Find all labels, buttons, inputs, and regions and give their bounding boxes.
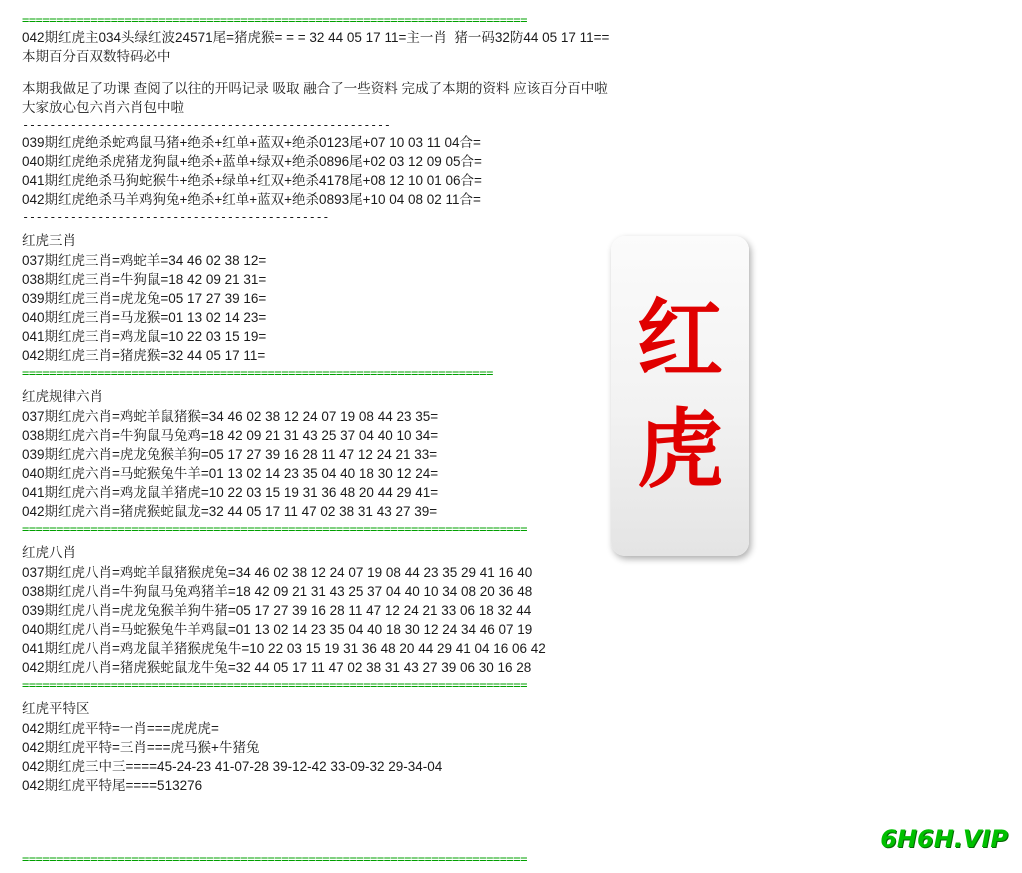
kill-row-039: 039期红虎绝杀蛇鸡鼠马猪+绝杀+红单+蓝双+绝杀0123尾+07 10 03 11 04合= (22, 135, 481, 150)
eight-row-038: 038期红虎八肖=牛狗鼠马兔鸡猪羊=18 42 09 21 31 43 25 37 04 40 10 34 08 20 36 48 (22, 584, 533, 599)
separator-bottom-wrap (22, 851, 902, 867)
six-row-042: 042期红虎六肖=猪虎猴蛇鼠龙=32 44 05 17 11 47 02 38 31 43 27 39= (22, 504, 438, 519)
eight-row-041: 041期红虎八肖=鸡龙鼠羊猪猴虎兔牛=10 22 03 15 19 31 36 48 20 44 29 41 04 16 06 42 (22, 641, 546, 656)
three-row-040: 040期红虎三肖=马龙猴=01 13 02 14 23= (22, 310, 267, 325)
eight-row-037: 037期红虎八肖=鸡蛇羊鼠猪猴虎兔=34 46 02 38 12 24 07 19 08 44 23 35 29 41 16 40 (22, 565, 533, 580)
separator-equals-1: ===================================================================== (22, 366, 493, 380)
three-row-037: 037期红虎三肖=鸡蛇羊=34 46 02 38 12= (22, 253, 267, 268)
card-glyph-hong: 红 (637, 290, 723, 391)
six-row-038: 038期红虎六肖=牛狗鼠马兔鸡=18 42 09 21 31 43 25 37 04 40 10 34= (22, 428, 439, 443)
section-title-eight: 红虎八肖 (22, 545, 76, 560)
three-row-038: 038期红虎三肖=牛狗鼠=18 42 09 21 31= (22, 272, 267, 287)
flat-row-4: 042期红虎平特尾====513276 (22, 778, 203, 793)
header-main-line: 042期红虎主034头绿红波24571尾=猪虎猴= = = 32 44 05 17 11=主一肖 猪一码32防44 05 17 11== (22, 30, 610, 45)
kill-row-040: 040期红虎绝杀虎猪龙狗鼠+绝杀+蓝单+绿双+绝杀0896尾+02 03 12 09 05合= (22, 154, 482, 169)
flat-row-1: 042期红虎平特=一肖===虎虎虎= (22, 721, 219, 736)
site-watermark: 6H6H.VIP (880, 825, 1008, 853)
intro-line-1: 本期我做足了功课 查阅了以往的开吗记录 吸取 融合了一些资料 完成了本期的资料 应该百分百中啦 (22, 81, 608, 96)
three-row-042: 042期红虎三肖=猪虎猴=32 44 05 17 11= (22, 348, 266, 363)
spacer-1 (22, 66, 902, 79)
six-row-040: 040期红虎六肖=马蛇猴兔牛羊=01 13 02 14 23 35 04 40 18 30 12 24= (22, 466, 439, 481)
six-row-039: 039期红虎六肖=虎龙兔猴羊狗=05 17 27 39 16 28 11 47 12 24 21 33= (22, 447, 438, 462)
section-title-six: 红虎规律六肖 (22, 389, 103, 404)
kill-row-041: 041期红虎绝杀马狗蛇猴牛+绝杀+绿单+红双+绝杀4178尾+08 12 10 01 06合= (22, 173, 482, 188)
header-sub-line: 本期百分百双数特码必中 (22, 49, 171, 64)
eight-row-039: 039期红虎八肖=虎龙兔猴羊狗牛猪=05 17 27 39 16 28 11 47 12 24 21 33 06 18 32 44 (22, 603, 532, 618)
section-title-three: 红虎三肖 (22, 233, 76, 248)
flat-row-2: 042期红虎平特=三肖===虎马猴+牛猪兔 (22, 740, 260, 755)
section-title-flat: 红虎平特区 (22, 701, 90, 716)
card-glyph-hu: 虎 (637, 400, 723, 500)
document-content (22, 12, 902, 795)
separator-equals-3: ========================================================================== (22, 678, 528, 692)
kill-row-042: 042期红虎绝杀马羊鸡狗兔+绝杀+红单+蓝双+绝杀0893尾+10 04 08 02 11合= (22, 192, 481, 207)
separator-top: ========================================================================== (22, 13, 528, 27)
separator-bottom: ========================================================================== (22, 852, 528, 866)
separator-dashes-1: ------------------------------------------------------ (22, 118, 391, 132)
separator-equals-2: ========================================================================== (22, 522, 528, 536)
three-row-041: 041期红虎三肖=鸡龙鼠=10 22 03 15 19= (22, 329, 267, 344)
six-row-041: 041期红虎六肖=鸡龙鼠羊猪虎=10 22 03 15 19 31 36 48 20 44 29 41= (22, 485, 439, 500)
eight-row-042: 042期红虎八肖=猪虎猴蛇鼠龙牛兔=32 44 05 17 11 47 02 38 31 43 27 39 06 30 16 28 (22, 660, 532, 675)
three-row-039: 039期红虎三肖=虎龙兔=05 17 27 39 16= (22, 291, 267, 306)
eight-row-040: 040期红虎八肖=马蛇猴兔牛羊鸡鼠=01 13 02 14 23 35 04 40 18 30 12 24 34 46 07 19 (22, 622, 533, 637)
flat-row-3: 042期红虎三中三====45-24-23 41-07-28 39-12-42 33-09-32 29-34-04 (22, 759, 443, 774)
six-row-037: 037期红虎六肖=鸡蛇羊鼠猪猴=34 46 02 38 12 24 07 19 08 44 23 35= (22, 409, 439, 424)
intro-line-2: 大家放心包六肖六肖包中啦 (22, 100, 184, 115)
separator-dashes-2: --------------------------------------------- (22, 210, 330, 224)
